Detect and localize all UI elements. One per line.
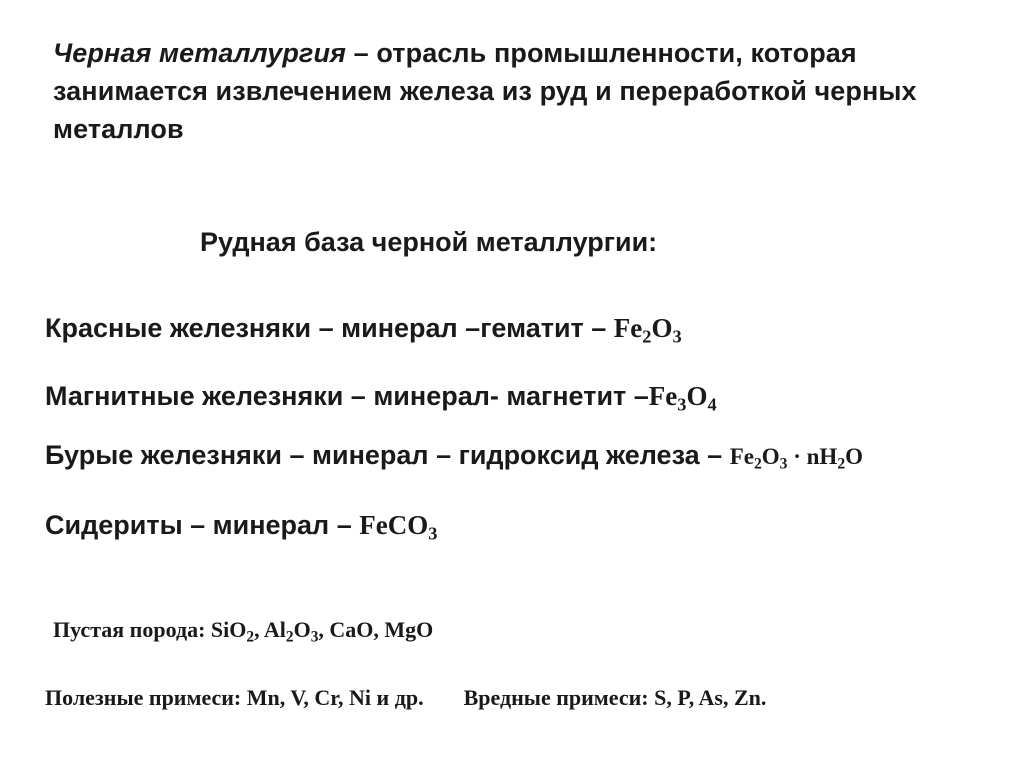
- useful-impurities: Полезные примеси: Mn, V, Cr, Ni и др.: [45, 685, 424, 710]
- mineral-line-hematite: [45, 308, 682, 348]
- formula-text: FeCO: [359, 510, 429, 540]
- mineral-text: Магнитные железняки – минерал- магнетит –: [45, 381, 649, 411]
- gangue-line: [53, 612, 433, 648]
- gangue-formula: [210, 617, 434, 646]
- formula-text: SiO: [210, 617, 247, 642]
- formula-subscript: 2: [642, 326, 652, 347]
- formula-subscript: 2: [246, 628, 255, 646]
- formula-subscript: 3: [310, 628, 319, 646]
- definition-term: Черная металлургия: [53, 38, 347, 68]
- formula-subscript: 3: [428, 523, 438, 544]
- mineral-text: Сидериты – минерал –: [45, 510, 360, 540]
- formula-text: Fe: [648, 381, 678, 411]
- formula-text: O: [293, 617, 311, 642]
- definition-paragraph: [53, 34, 983, 148]
- formula-subscript: 3: [672, 326, 682, 347]
- formula-subscript: 2: [837, 455, 846, 473]
- formula-text: O: [651, 313, 673, 343]
- formula-text: O: [845, 444, 864, 469]
- gangue-label: Пустая порода:: [53, 617, 211, 642]
- definition-text: – отрасль промышленности, которая занимается извлечением железа из руд и переработкой черных металлов: [53, 38, 917, 144]
- mineral-line-siderite: [45, 505, 437, 545]
- formula-subscript: 4: [707, 394, 717, 415]
- mineral-formula: [613, 313, 682, 347]
- mineral-formula: [729, 444, 864, 473]
- formula-text: O: [686, 381, 708, 411]
- ore-base-heading: Рудная база черной металлургии:: [200, 227, 658, 257]
- mineral-text: Бурые железняки – минерал – гидроксид железа –: [45, 440, 730, 470]
- formula-subscript: 3: [677, 394, 687, 415]
- mineral-line-magnetite: [45, 376, 717, 416]
- formula-text: O: [761, 444, 780, 469]
- formula-subscript: 2: [753, 455, 762, 473]
- mineral-formula: [648, 381, 717, 415]
- harmful-impurities: Вредные примеси: S, P, As, Zn.: [463, 685, 767, 710]
- impurities-line: [45, 680, 766, 716]
- formula-text: · nH: [787, 444, 838, 469]
- formula-subscript: 3: [779, 455, 788, 473]
- formula-subscript: 2: [285, 628, 294, 646]
- mineral-text: Красные железняки – минерал –гематит –: [45, 313, 614, 343]
- formula-text: Fe: [613, 313, 643, 343]
- formula-text: , CaO, MgO: [318, 617, 434, 642]
- mineral-formula: [359, 510, 438, 544]
- formula-text: Fe: [729, 444, 754, 469]
- formula-text: , Al: [254, 617, 286, 642]
- mineral-line-limonite: [45, 435, 863, 477]
